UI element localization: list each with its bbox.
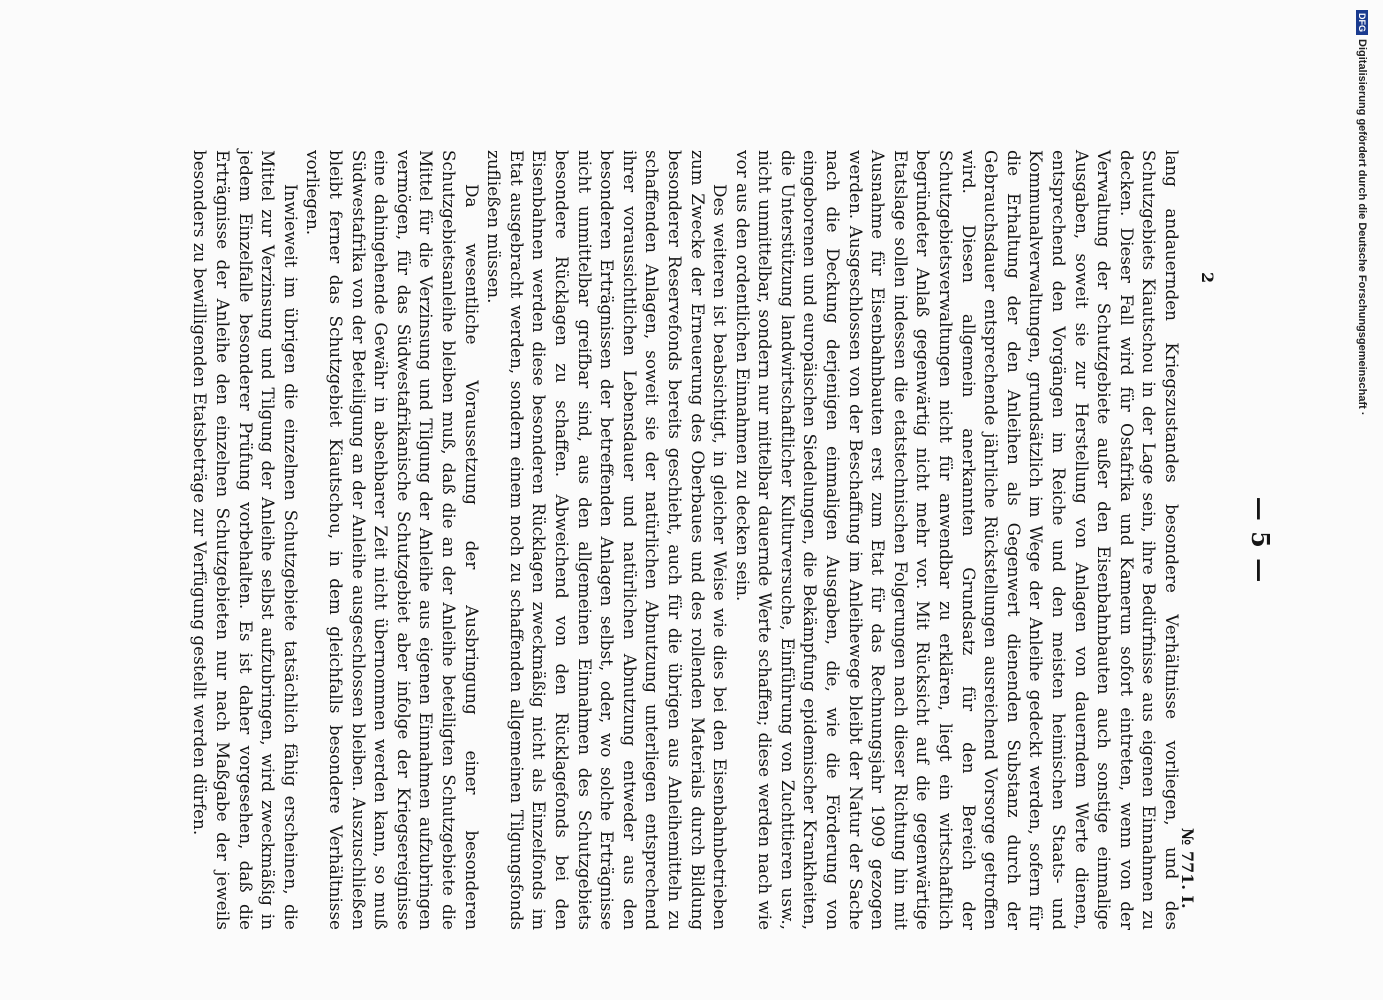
page-number: — 5 —: [1246, 496, 1275, 584]
digitization-text: Digitalisierung gefördert durch die Deutsche Forschungsgemeinschaft ·: [1356, 39, 1368, 416]
dfg-logo: DFG: [1356, 10, 1368, 35]
paragraph-3: Da wesentliche Voraussetzung der Ausbringung einer besonderen Schutzgebietsanleihe bleiben muß, daß die an der Anleihe beteiligten Schutzgebiete die Mittel für die Verzinsung und Tilgung der Anleihe aus eigenen Einnahmen aufzubringen vermögen, für das Südwestafrikanische Schutzgebiet aber infolge der Kriegsereignisse eine dahingehende Gewähr in absehbarer Zeit nicht übernommen werden kann, so muß Südwestafrika von der Beteiligung an der Anleihe ausgeschlossen bleiben. Auszuschließen bleibt ferner das Schutzgebiet Kiautschou, in dem gleichfalls besondere Verhältnisse vorliegen.: [303, 150, 482, 930]
paragraph-4: Inwieweit im übrigen die einzelnen Schutzgebiete tatsächlich fähig erscheinen, die Mittel zur Verzinsung und Tilgung der Anleihe selbst aufzubringen, wird zweckmäßig in jedem Einzelfalle besonderer Prüfung vorbehalten. Es ist daher vorgesehen, daß die Erträgnisse der Anleihe den einzelnen Schutzgebieten nur nach Maßgabe der jeweils besonders zu bewilligenden Etatsbeträge zur Verfügung gestellt werden dürfen.: [190, 150, 301, 930]
sheet-number: 2: [1198, 272, 1217, 284]
paragraph-2: Des weiteren ist beabsichtigt, in gleicher Weise wie dies bei den Eisenbahnbetrieben zum Zwecke der Erneuerung des Oberbaues und des rollenden Materials durch Bildung besonderer Reservefonds bereits geschieht, auch für die übrigen aus Anleihemitteln zu schaffenden Anlagen, soweit sie der natürlichen Abnutzung unterliegen entsprechend ihrer voraussichtlichen Lebensdauer und natürlichen Abnutzung entweder aus den besonderen Erträgnissen der betreffenden Anlagen selbst, oder, wo solche Erträgnisse nicht unmittelbar greifbar sind, aus den allgemeinen Einnahmen des Schutzgebiets besondere Rücklagen zu schaffen. Abweichend von den Rücklagefonds bei den Eisenbahnen werden diese besonderen Rücklagen zweckmäßig nicht als Einzelfonds im Etat ausgebracht werden, sondern einem noch zu schaffenden allgemeinen Tilgungsfonds zufließen müssen.: [484, 150, 731, 930]
paragraph-1: lang andauernden Kriegszustandes besondere Verhältnisse vorliegen, und des Schutzgebiets Kiautschou in der Lage sein, ihre Bedürfnisse aus eigenen Einnahmen zu decken. Dieser Fall wird für Ostafrika und Kamerun sofort eintreten, wenn von der Verwaltung der Schutzgebiete außer den Eisenbahnbauten auch sonstige einmalige Ausgaben, soweit sie zur Herstellung von Anlagen von dauerndem Werte dienen, entsprechend den Vorgängen im Reiche und den meisten heimischen Staats- und Kommunalverwaltungen, grundsätzlich im Wege der Anleihe gedeckt werden, sofern für die Erhaltung der den Anleihen als Gegenwert dienenden Substanz durch der Gebrauchsdauer entsprechende jährliche Rückstellungen ausreichend Vorsorge getroffen wird. Diesen allgemein anerkannten Grundsatz für den Bereich der Schutzgebietsverwaltungen nicht für anwendbar zu erklären, liegt ein wirtschaftlich begründeter Anlaß gegenwärtig nicht mehr vor. Mit Rücksicht auf die gegenwärtige Etatslage sollen indessen die etatstechnischen Folgerungen nach dieser Richtung hin mit Ausnahme für Eisenbahnbauten erst zum Etat für das Rechnungsjahr 1909 gezogen werden. Ausgeschlossen von der Beschaffung im Anleihewege bleibt der Natur der Sache nach die Deckung derjenigen einmaligen Ausgaben, die, wie die Förderung von eingeborenen und europäischen Siedelungen, die Bekämpfung epidemischer Krankheiten, die Unterstützung landwirtschaftlicher Kulturversuche, Einführung von Zuchttieren usw., nicht unmittelbar, sondern nur mittelbar dauernde Werte schaffen; diese werden nach wie vor aus den ordentlichen Einnahmen zu decken sein.: [732, 150, 1182, 930]
digitization-notice: [1352, 10, 1372, 990]
document-number: № 771. I.: [1178, 828, 1197, 909]
